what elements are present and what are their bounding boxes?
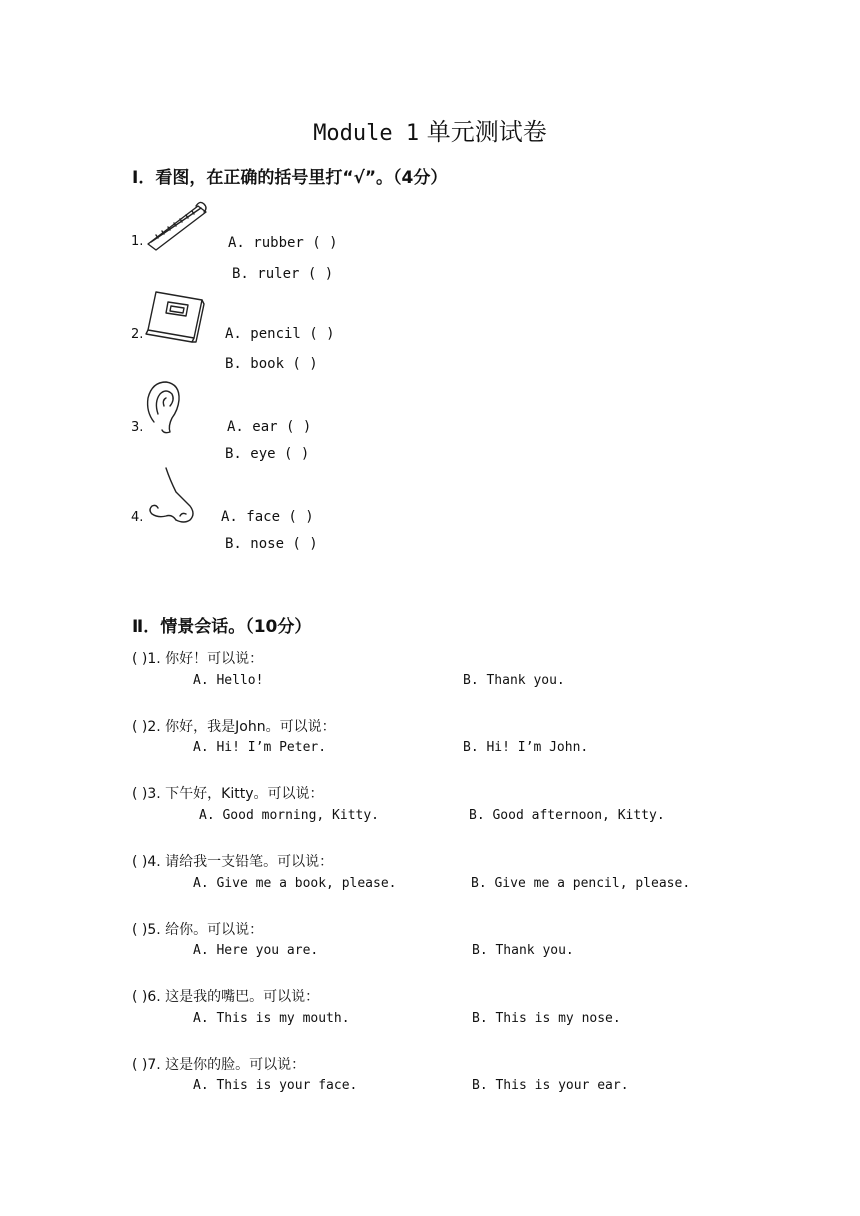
question3-option-b: B. Good afternoon, Kitty. <box>469 808 665 823</box>
item2-option-a: A. pencil ( ) <box>225 326 335 342</box>
item3-option-a: A. ear ( ) <box>227 419 312 435</box>
book-icon <box>144 290 206 342</box>
question4: ( )4. 请给我一支铅笔。可以说： <box>132 854 334 870</box>
item3-number: 3. <box>131 420 144 435</box>
item2-option-b: B. book ( ) <box>225 356 318 372</box>
question5: ( )5. 给你。可以说： <box>132 922 264 938</box>
title-chinese: 单元测试卷 <box>426 118 547 146</box>
question2-option-a: A. Hi! I’m Peter. <box>193 740 327 755</box>
question2-option-b: B. Hi! I’m John. <box>463 740 589 755</box>
item1-option-b: B. ruler ( ) <box>232 266 334 282</box>
question7-option-a: A. This is your face. <box>193 1078 358 1093</box>
question1-option-b: B. Thank you. <box>463 673 565 688</box>
nose-icon <box>146 466 198 526</box>
item1-number: 1. <box>131 234 144 249</box>
item1-option-a: A. rubber ( ) <box>228 235 338 251</box>
question7-option-b: B. This is your ear. <box>472 1078 629 1093</box>
page-title <box>0 112 860 147</box>
question6-option-b: B. This is my nose. <box>472 1011 621 1026</box>
item3-option-b: B. eye ( ) <box>225 446 310 462</box>
question2: ( )2. 你好，我是John。可以说： <box>132 719 336 735</box>
item4-option-b: B. nose ( ) <box>225 536 318 552</box>
item2-number: 2. <box>131 327 144 342</box>
question6-option-a: A. This is my mouth. <box>193 1011 350 1026</box>
ruler-icon <box>146 200 210 250</box>
question6: ( )6. 这是我的嘴巴。可以说： <box>132 989 320 1005</box>
item4-option-a: A. face ( ) <box>221 509 314 525</box>
section2-heading: Ⅱ．情景会话。（10分） <box>132 617 312 637</box>
section1-heading: Ⅰ．看图，在正确的括号里打“√”。（4分） <box>132 168 448 188</box>
item4-number: 4. <box>131 510 144 525</box>
question1-option-a: A. Hello! <box>193 673 264 688</box>
question5-option-b: B. Thank you. <box>472 943 574 958</box>
question3: ( )3. 下午好，Kitty。可以说： <box>132 786 324 802</box>
question1: ( )1. 你好！可以说： <box>132 651 264 667</box>
question3-option-a: A. Good morning, Kitty. <box>199 808 380 823</box>
question7: ( )7. 这是你的脸。可以说： <box>132 1057 306 1073</box>
question4-option-b: B. Give me a pencil, please. <box>471 876 691 891</box>
question4-option-a: A. Give me a book, please. <box>193 876 397 891</box>
question5-option-a: A. Here you are. <box>193 943 319 958</box>
ear-icon <box>144 378 184 436</box>
title-english: Module 1 <box>313 121 420 146</box>
